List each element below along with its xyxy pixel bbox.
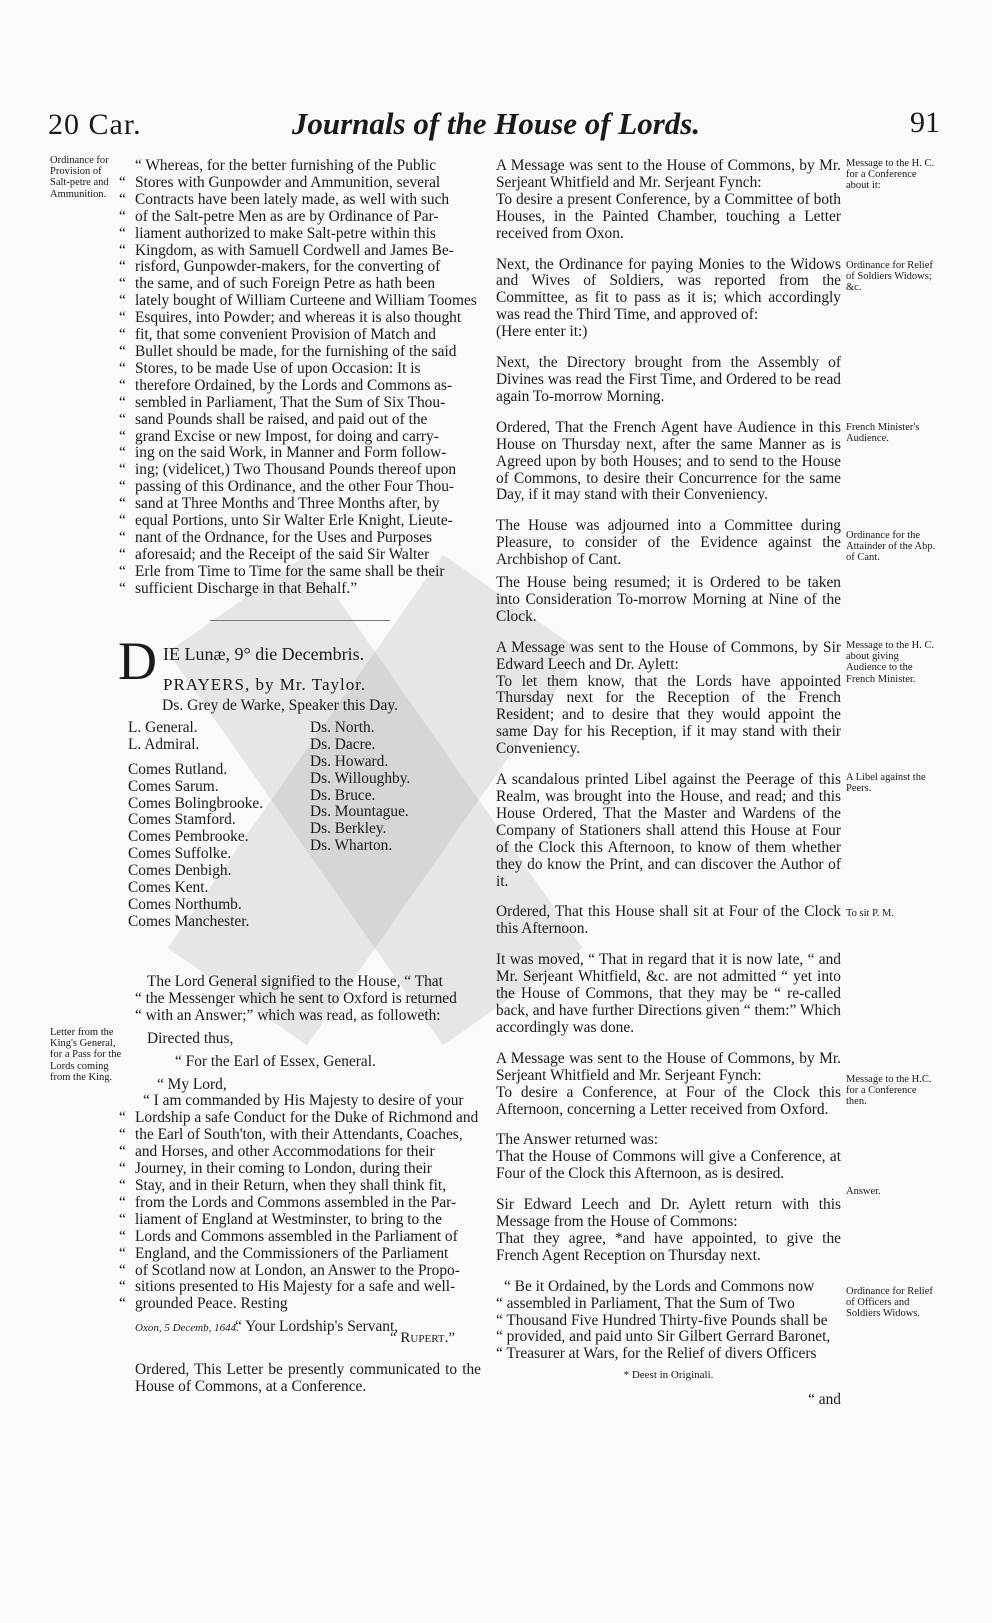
text-line: “ the Earl of South'ton, with their Attendants, Coaches, [119,1126,463,1144]
margin-note: Letter from the King's General, for a Pass for the Lords coming from the King. [50,1027,122,1083]
text-line: “ lately bought of William Curteene and William Toomes [119,292,477,310]
text-line: “ ing on the said Work, in Manner and Form follow- [119,444,447,462]
letter-closing: “ Your Lordship's Servant, [235,1318,399,1336]
text-line: “ Stores, to be made Use of upon Occasion: It is [119,359,421,377]
text-line: “ sand Pounds shall be raised, and paid out of the [119,410,428,428]
text-line: “ risford, Gunpowder-makers, for the converting of [119,258,441,276]
text-line: “ I am commanded by His Majesty to desire of your [143,1092,464,1110]
text-line: “ ing; (videlicet,) Two Thousand Pounds thereof upon [119,461,457,479]
margin-note: French Minister's Audience. [846,422,920,445]
text-line: “ grand Excise or new Impost, for doing and carry- [119,427,439,445]
paragraph: Next, the Directory brought from the Assembly of Divines was read the First Time, and Ordered to be read again To-morrow Morning. [496,354,841,405]
text-line: “ the same, and of such Foreign Petre as hath been [119,275,436,293]
text-line: “ Whereas, for the better furnishing of the Public [135,157,437,174]
lord-entry: Comes Northumb. [128,895,242,913]
text-line: “ and Horses, and other Accommodations for their [119,1143,435,1161]
text-line: “ passing of this Ordinance, and the other Four Thou- [119,478,455,496]
margin-note: Ordinance for the Attainder of the Abp. of Cant. [846,530,936,564]
text-line: “ liament of England at Westminster, to bring to the [119,1210,442,1228]
lord-entry: L. General. [128,719,198,736]
catchword: “ and [808,1391,841,1409]
text-line: “ Journey, in their coming to London, during their [119,1160,432,1178]
paragraph: Sir Edward Leech and Dr. Aylett return with this Message from the House of Commons: [496,1196,841,1231]
paragraph: Next, the Ordinance for paying Monies to the Widows and Wives of Soldiers, was reported from the Committee, as fit to pass as it is; which accordingly was read the Third Time, and approved of: [496,255,841,324]
paragraph: That they agree, *and have appointed, to give the French Agent Reception on Thursday next. [496,1229,841,1264]
text-line: “ sufficient Discharge in that Behalf.” [119,579,358,597]
margin-note: Answer. [846,1186,881,1197]
text-line: “ liament authorized to make Salt-petre within this [119,224,436,242]
text-line: “ Treasurer at Wars, for the Relief of divers Officers [496,1345,817,1363]
lord-entry: Comes Manchester. [128,912,250,930]
lord-entry: Ds. North. [310,719,375,736]
paragraph: The Answer returned was: [496,1131,658,1149]
right-column [496,158,841,1409]
margin-note: Ordinance for Provision of Salt-petre and Ammunition. [50,155,109,200]
margin-note: Message to the H. C. for a Conference about it: [846,158,935,192]
lord-entry: Ds. Mountague. [310,803,409,821]
drop-cap: D [118,631,157,691]
paragraph: Ordered, That the French Agent have Audience in this House on Thursday next, after the same Manner as is Agreed upon by both Houses; and to send to the House of Commons, to desire their Concurrence for the same Day, if it may stand with their Conveniency. [496,418,841,504]
general-letter-section [119,973,481,1336]
ordinance-saltpetre [119,157,481,598]
paragraph: To let them know, that the Lords have appointed Thursday next for the Reception of the French Resident; and to desire that they would appoint the same Day for his Reception, if it may stand with their Conveniency. [496,672,841,758]
text-line: “ Stay, and in their Return, when they shall think fit, [119,1176,447,1194]
paragraph: The House was adjourned into a Committee during Pleasure, to consider of the Evidence against the Archbishop of Cant. [496,517,841,569]
text-line: “ from the Lords and Commons assembled in the Par- [119,1193,457,1211]
day-heading [118,631,478,695]
page-number: 91 [910,106,940,139]
page-title: Journals of the House of Lords. [291,106,701,141]
text-line: “ England, and the Commissioners of the Parliament [119,1244,449,1262]
text-line: “ Bullet should be made, for the furnishing of the said [119,342,457,360]
letter-addressee: “ For the Earl of Essex, General. [175,1052,376,1070]
text-line: “ the Messenger which he sent to Oxford is returned [135,989,457,1007]
text-line: “ Lords and Commons assembled in the Parliament of [119,1227,458,1245]
paragraph: A scandalous printed Libel against the Peerage of this Realm, was brought into the House, and read; and this House Ordered, That the Master and Wardens of the Company of Stationers shall attend this House at Four of the Clock this Afternoon, to know of them whether they do know the Print, and can discover the Author of it. [496,771,841,890]
letter-direction: Directed thus, [147,1029,234,1047]
text-line: “ sembled in Parliament, That the Sum of Six Thou- [119,393,446,411]
margin-note: Message to the H. C. about giving Audience to the French Minister. [846,640,935,685]
text-line: “ grounded Peace. Resting [119,1295,288,1313]
lord-entry: Ds. Dacre. [310,735,376,753]
lord-entry: L. Admiral. [128,735,200,753]
lord-entry: Comes Stamford. [128,811,236,829]
lord-entry: Ds. Willoughby. [310,769,411,787]
lord-entry: Ds. Wharton. [310,837,393,855]
lords-present-col2 [310,720,470,855]
paragraph: It was moved, “ That in regard that it is now late, “ and Mr. Serjeant Whitfield, &c. are not admitted “ yet into the House of Commons, that they may be “ re-called back, and have further Directions given “ them:” Which accordingly was done. [496,951,841,1036]
paragraph: To desire a present Conference, by a Committee of both Houses, in the Painted Chamber, touching a Letter received from Oxon. [496,190,841,242]
text-line: “ of Scotland now at London, an Answer to the Propo- [119,1261,460,1279]
lord-entry: Comes Denbigh. [128,862,232,880]
lord-entry: Comes Sarum. [128,777,219,795]
speaker-line: Ds. Grey de Warke, Speaker this Day. [162,697,399,714]
lord-entry: Ds. Berkley. [310,820,387,838]
margin-note: A Libel against the Peers. [846,772,926,795]
lord-entry: Comes Suffolke. [128,845,232,863]
paragraph: That the House of Commons will give a Conference, at Four of the Clock this Afternoon, as is desired. [496,1148,841,1183]
text-line: “ fit, that some convenient Provision of Match and [119,326,436,344]
footnote: * Deest in Originali. [623,1369,714,1382]
text-line: “ nant of the Ordnance, for the Uses and Purposes [119,528,433,546]
text-line: “ sand at Three Months and Three Months after, by [119,495,440,513]
day-heading-text: IE Lunæ, 9° die Decembris. [163,644,365,664]
letter-signature: “ Rupert.” [390,1330,455,1346]
text-line: “ Lordship a safe Conduct for the Duke of Richmond and [119,1109,479,1127]
text-line: “ with an Answer;” which was read, as followeth: [135,1006,441,1024]
lord-entry: Comes Bolingbrooke. [128,794,264,812]
text-line: “ of the Salt-petre Men as are by Ordinance of Par- [119,207,439,225]
ordered-letter-communicated: Ordered, This Letter be presently communicated to the House of Commons, at a Conference. [135,1361,481,1395]
lord-entry: Comes Kent. [128,879,209,897]
paragraph: Ordered, That this House shall sit at Four of the Clock this Afternoon. [496,903,841,938]
paragraph: (Here enter it:) [496,323,588,341]
text-line: “ Stores with Gunpowder and Ammunition, several [119,173,441,191]
text-line: “ sitions presented to His Majesty for a safe and well- [119,1278,456,1296]
text-line: The Lord General signified to the House, “ That [147,973,443,990]
text-line: “ Esquires, into Powder; and whereas it is also thought [119,309,462,327]
margin-note: To sit P. M. [846,908,894,919]
paragraph: To desire a Conference, at Four of the Clock this Afternoon, concerning a Letter received from Oxford. [496,1083,841,1118]
margin-note: Ordinance for Relief of Officers and Soldiers Widows. [846,1286,933,1320]
margin-note: Message to the H.C. for a Conference then. [846,1074,932,1108]
text-line: “ Contracts have been lately made, as well with such [119,190,450,208]
paragraph: The House being resumed; it is Ordered to be taken into Consideration To-morrow Morning at Nine of the Clock. [496,574,841,625]
lord-entry: Ds. Bruce. [310,786,376,804]
ordinance-relief-officers [496,1279,841,1364]
text-line: “ Be it Ordained, by the Lords and Commons now [504,1277,815,1295]
text-line: “ Erle from Time to Time for the same shall be their [119,562,445,580]
paragraph: A Message was sent to the House of Commons, by Mr. Serjeant Whitfield and Mr. Serjeant Fynch: [496,157,841,191]
text-line: “ Thousand Five Hundred Thirty-five Pounds shall be [496,1311,828,1329]
lord-entry: Ds. Howard. [310,752,389,770]
text-line: “ assembled in Parliament, That the Sum of Two [496,1294,795,1312]
paragraph: A Message was sent to the House of Commons, by Sir Edward Leech and Dr. Aylett: [496,638,841,673]
text-line: “ equal Portions, unto Sir Walter Erle Knight, Lieute- [119,512,453,530]
lords-present-col1 [128,720,308,931]
paragraph: A Message was sent to the House of Commons, by Mr. Serjeant Whitfield and Mr. Serjeant Fynch: [496,1049,841,1084]
section-divider [210,620,390,621]
letter-place-date: Oxon, 5 Decemb, 1644. [135,1322,239,1334]
lord-entry: Comes Pembrooke. [128,828,249,846]
letter-salutation: “ My Lord, [157,1075,227,1093]
left-column [119,157,481,598]
margin-note: Ordinance for Relief of Soldiers Widows; &c. [846,260,933,294]
text-line: “ provided, and paid unto Sir Gilbert Gerrard Baronet, [496,1328,831,1346]
prayers-line: PRAYERS, by Mr. Taylor. [163,675,367,694]
lord-entry: Comes Rutland. [128,760,228,778]
text-line: “ Kingdom, as with Samuell Cordwell and James Be- [119,241,454,259]
text-line: “ aforesaid; and the Receipt of the said Sir Walter [119,545,430,563]
text-line: “ therefore Ordained, by the Lords and Commons as- [119,376,453,394]
page-regnal-year: 20 Car. [48,108,142,141]
